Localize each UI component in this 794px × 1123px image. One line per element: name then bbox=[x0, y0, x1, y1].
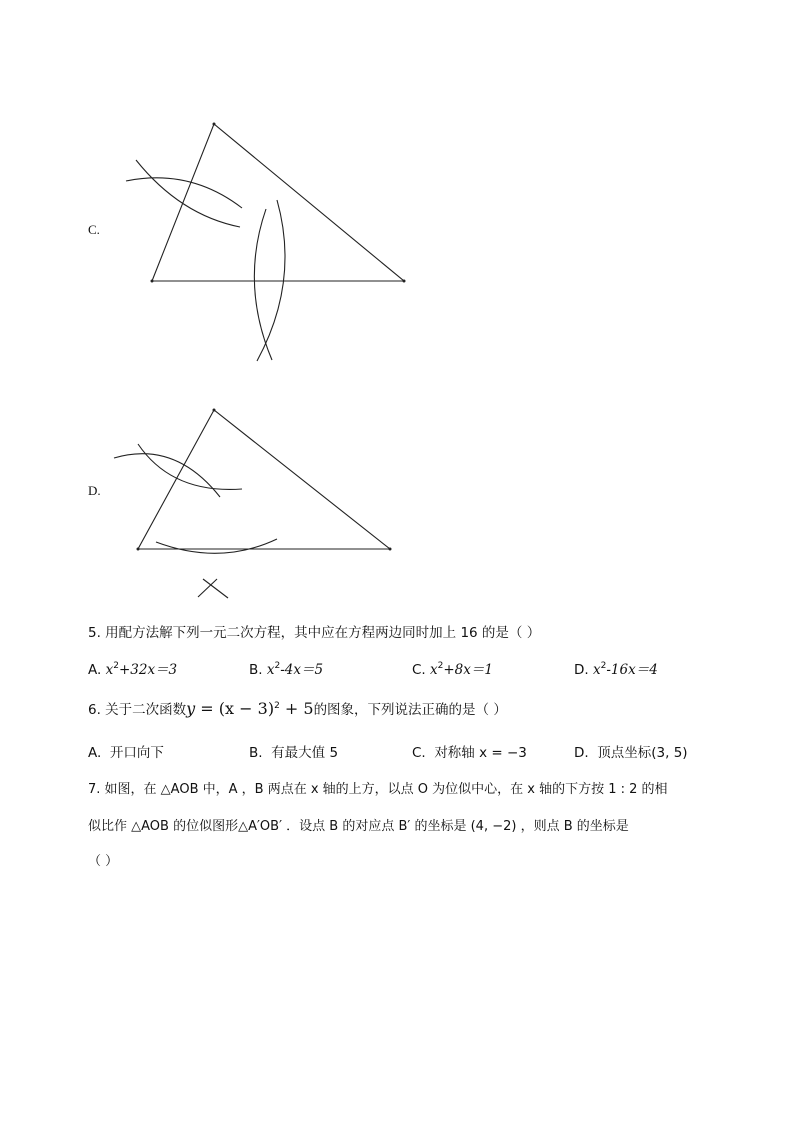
triangle-d bbox=[138, 410, 390, 549]
q6-option-a: A. 开口向下 bbox=[88, 745, 164, 761]
option-d-figure bbox=[0, 380, 794, 610]
q5-option-d: D. $x^2-16x=4$ bbox=[574, 661, 658, 678]
q5-option-c: C. $x^2+8x=1$ bbox=[412, 661, 493, 678]
question-7-line-1: 7. 如图，在 △AOB 中，A ，B 两点在 x 轴的上方，以点 O 为位似中心，在 x 轴的下方按 1 : 2 的相 bbox=[88, 782, 668, 797]
q6-option-d: D. 顶点坐标(3, 5) bbox=[574, 745, 688, 761]
arc-c-upper-1 bbox=[126, 178, 242, 208]
question-7-answer-bracket: （ ） bbox=[88, 854, 119, 869]
question-5-stem: 5. 用配方法解下列一元二次方程，其中应在方程两边同时加上 16 的是（ ） bbox=[88, 625, 541, 641]
question-7-line-2: 似比作 △AOB 的位似图形△A′OB′ ．设点 B 的对应点 B′ 的坐标是 (4, −2) ，则点 B 的坐标是 bbox=[88, 819, 629, 834]
option-d-label: D. bbox=[88, 483, 101, 498]
arc-c-lower-left bbox=[254, 209, 272, 360]
arc-d-upper-2 bbox=[138, 444, 242, 489]
arc-c-upper-2 bbox=[136, 160, 240, 227]
q5-option-a: A. $x^2+32x=3$ bbox=[88, 661, 178, 678]
question-6-stem: 6. 关于二次函数$y = (x - 3)^2 + 5$的图象，下列说法正确的是（ ） bbox=[88, 699, 507, 718]
q5-option-b: B. $x^2-4x=5$ bbox=[249, 661, 324, 678]
q6-option-c: C. 对称轴 x = −3 bbox=[412, 745, 527, 761]
q6-option-b: B. 有最大值 5 bbox=[249, 745, 339, 761]
arc-d-upper-1 bbox=[114, 454, 220, 497]
arc-d-base bbox=[156, 539, 277, 553]
option-c-figure bbox=[0, 0, 794, 380]
option-c-label: C. bbox=[88, 222, 100, 237]
